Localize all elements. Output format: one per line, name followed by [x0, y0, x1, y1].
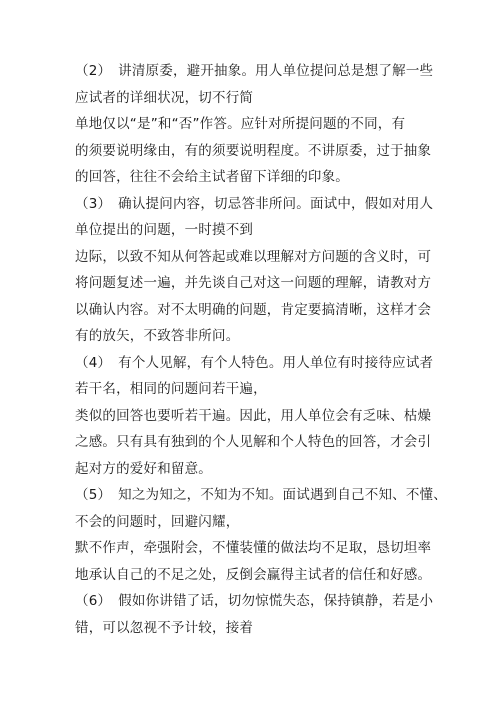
text-line: 类似的回答也要听若干遍。因此，用人单位会有乏味、枯燥 [75, 407, 432, 424]
text-line: （3） 确认提问内容，切忌答非所问。面试中，假如对用人 [75, 195, 434, 212]
text-line: 不会的问题时，回避闪耀， [75, 513, 240, 530]
text-line: 单地仅以“是”和“否”作答。应针对所提问题的不同，有 [75, 116, 406, 132]
text-line: 有的放矢，不致答非所问。 [75, 328, 240, 344]
text-line: 单位提出的问题，一时摸不到 [75, 222, 254, 238]
document-body [75, 58, 447, 641]
text-line: （4） 有个人见解，有个人特色。用人单位有时接待应试者 [75, 354, 434, 371]
text-line: 的须要说明缘由，有的须要说明程度。不讲原委，过于抽象 [75, 142, 432, 159]
text-line: 地承认自己的不足之处，反倒会赢得主试者的信任和好感。 [75, 566, 432, 583]
text-line: 以确认内容。对不太明确的问题，肯定要搞清晰，这样才会 [75, 301, 432, 318]
text-line: 默不作声，牵强附会，不懂装懂的做法均不足取，恳切坦率 [75, 540, 432, 556]
text-line: 错，可以忽视不予计较，接着 [75, 619, 254, 636]
text-line: 的回答，往往不会给主试者留下详细的印象。 [75, 169, 349, 185]
text-line: （2） 讲清原委，避开抽象。用人单位提问总是想了解一些 [75, 63, 434, 79]
text-line: 之感。只有具有独到的个人见解和个人特色的回答，才会引 [75, 434, 432, 450]
text-line: 边际，以致不知从何答起或难以理解对方问题的含义时，可 [75, 248, 432, 265]
text-line: 应试者的详细状况，切不行简 [75, 89, 254, 106]
text-line: （6） 假如你讲错了话，切勿惊慌失态，保持镇静，若是小 [75, 593, 434, 609]
text-line: 若干名，相同的问题问若干遍， [75, 381, 267, 397]
text-line: （5） 知之为知之，不知为不知。面试遇到自己不知、不懂、 [75, 487, 447, 503]
text-line: 将问题复述一遍，并先谈自己对这一问题的理解，请教对方 [75, 275, 432, 291]
text-line: 起对方的爱好和留意。 [75, 460, 212, 477]
